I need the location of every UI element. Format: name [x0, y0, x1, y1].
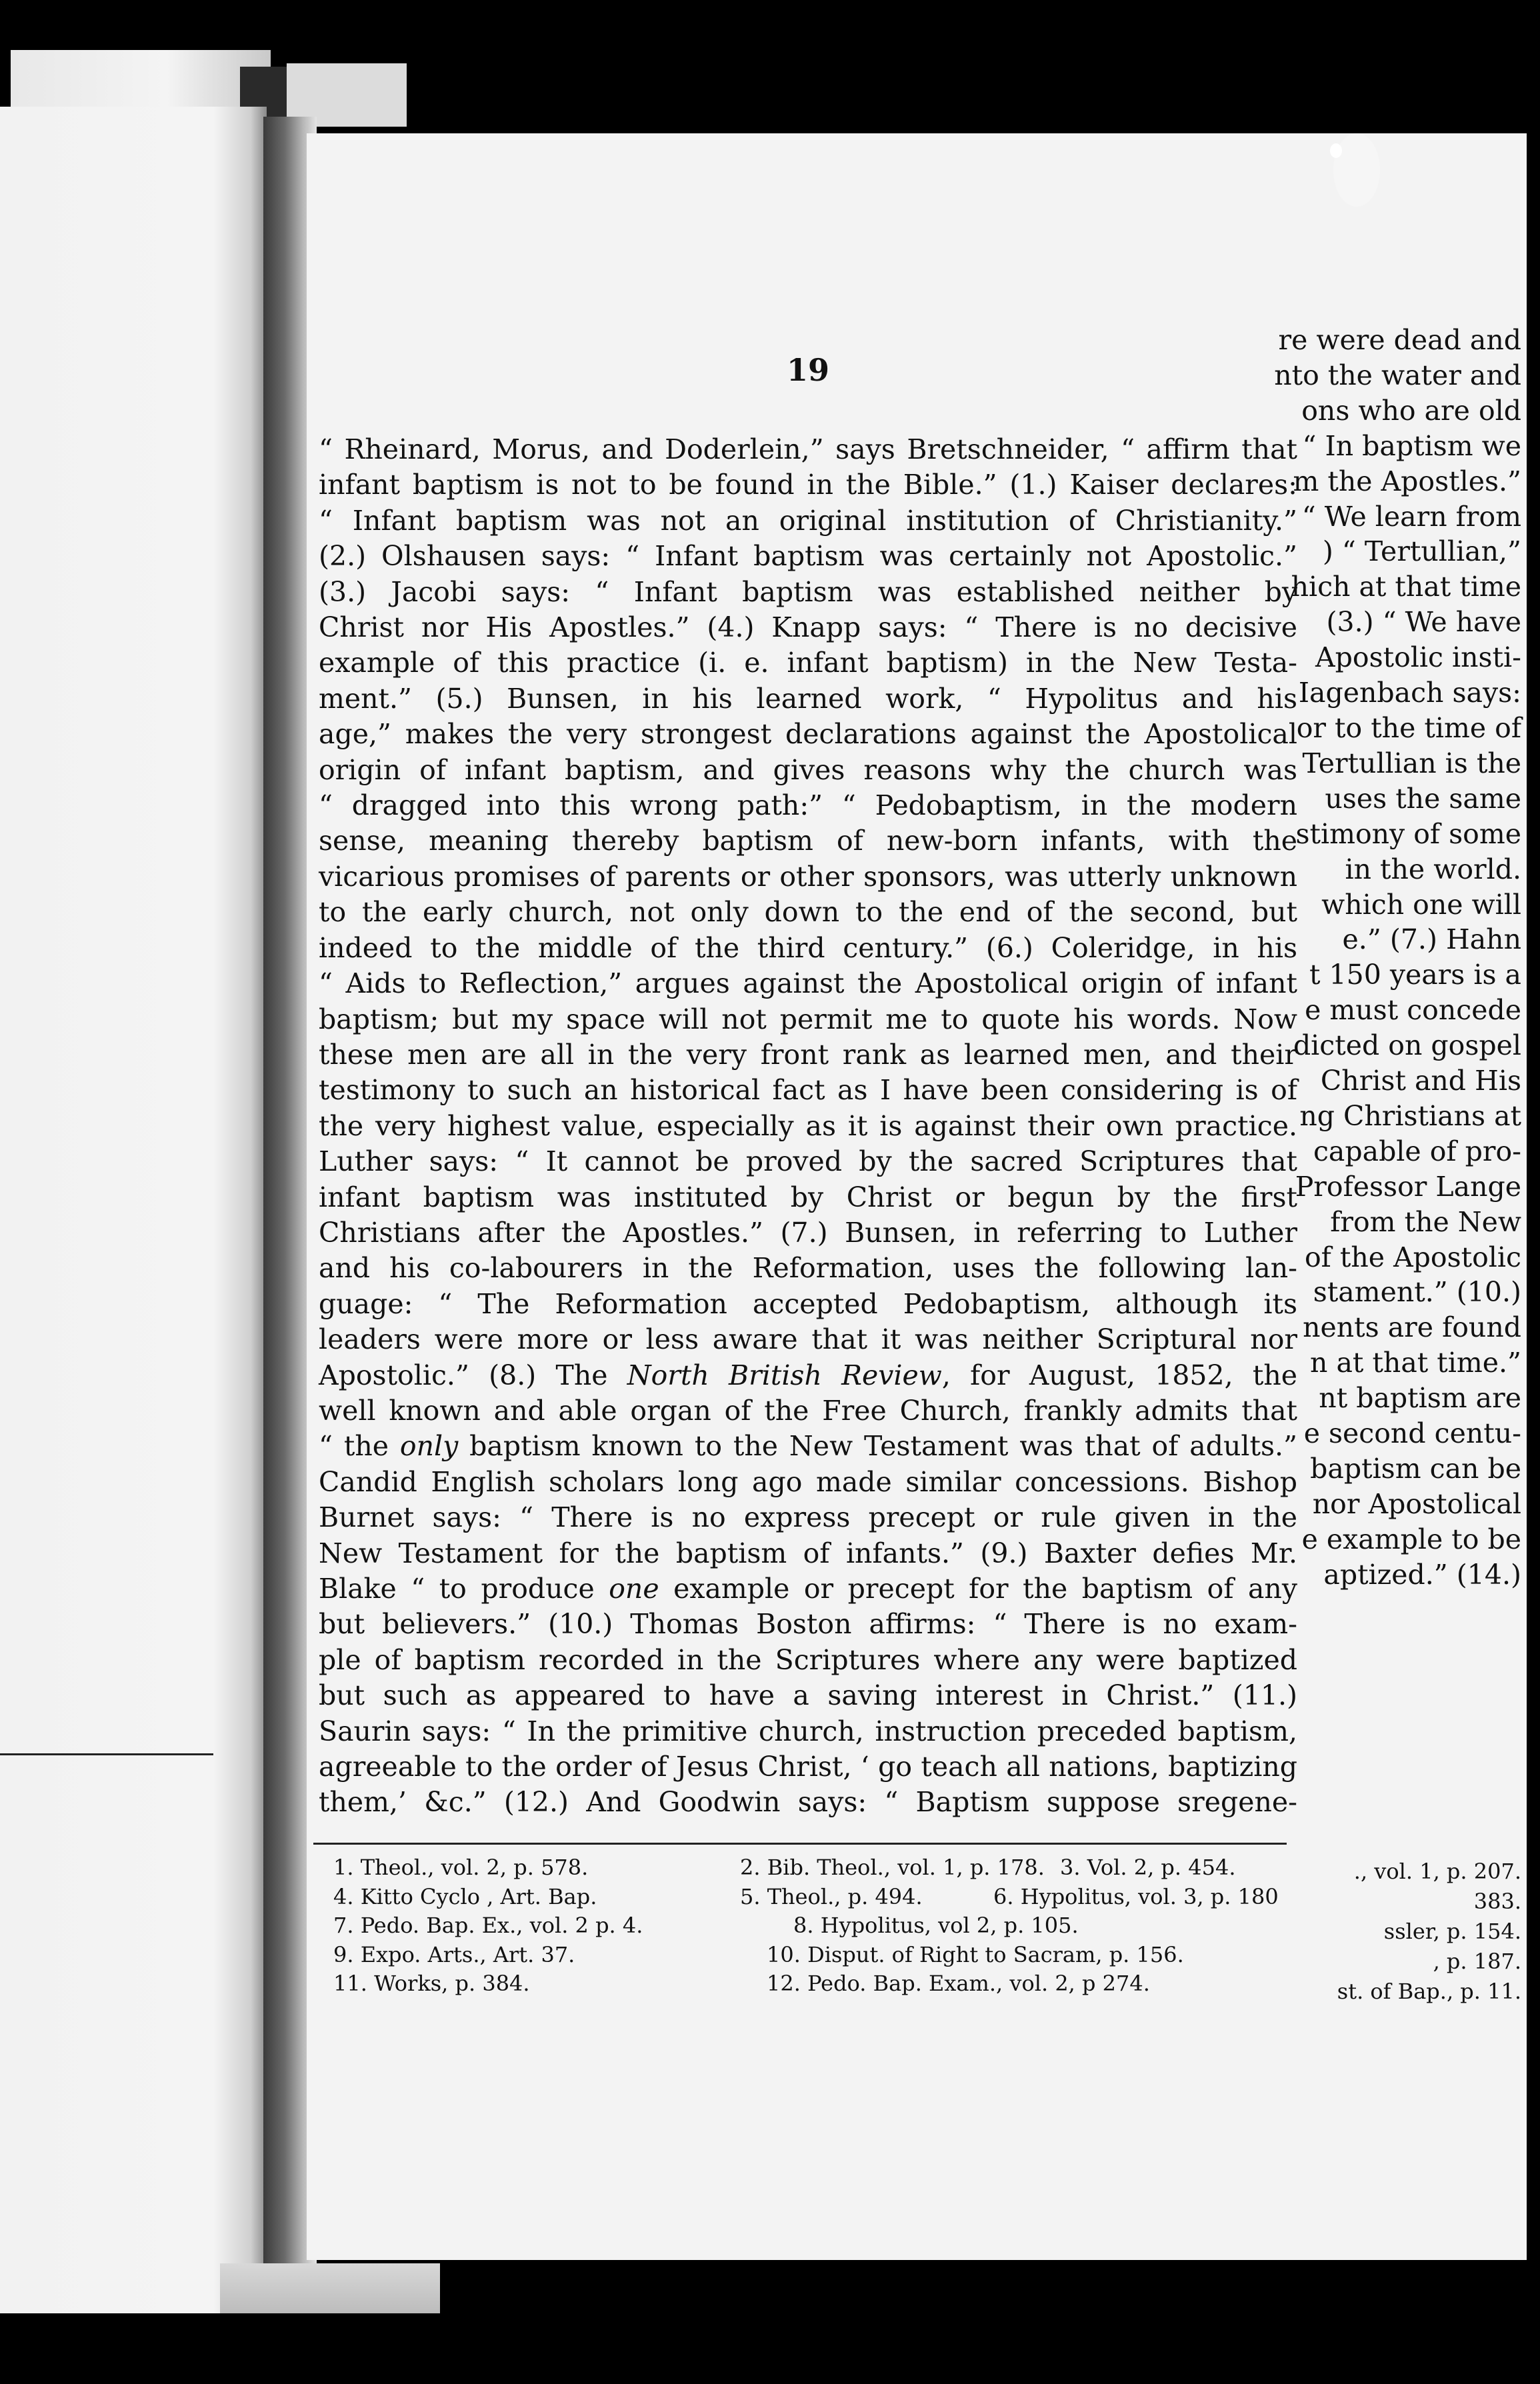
footnote: 12. Pedo. Bap. Exam., vol. 2, p 274. — [767, 1971, 1150, 1996]
body-line: guage: “ The Reformation accepted Pedobaptism, although its — [319, 1287, 1297, 1320]
footnote: 2. Bib. Theol., vol. 1, p. 178. — [740, 1855, 1045, 1880]
left-page-line: stament.” (10.) — [1313, 1276, 1521, 1309]
left-page-line: baptism can be — [1310, 1453, 1521, 1485]
body-line: the very highest value, especially as it is against their own practice. — [319, 1109, 1297, 1142]
left-page-line: Apostolic insti- — [1315, 641, 1521, 674]
left-page-line: “ We learn from — [1301, 500, 1521, 533]
footnote: 6. Hypolitus, vol. 3, p. 180 — [993, 1883, 1279, 1909]
footnote-row — [333, 1911, 1293, 1941]
body-line: Candid English scholars long ago made similar concessions. Bishop — [319, 1465, 1297, 1498]
body-line: Blake “ to produce one example or precept for the baptism of any — [319, 1573, 1297, 1605]
body-line: example of this practice (i. e. infant baptism) in the New Testa- — [319, 647, 1297, 679]
left-page-note: , p. 187. — [1433, 1949, 1521, 1974]
left-page-line: t 150 years is a — [1309, 959, 1521, 991]
left-page-line: aptized.” (14.) — [1323, 1558, 1521, 1591]
body-line: to the early church, not only down to the end of the second, but — [319, 896, 1297, 929]
body-line: agreeable to the order of Jesus Christ, ‘ go teach all nations, baptizing — [319, 1751, 1297, 1783]
left-page-line: “ In baptism we — [1302, 429, 1521, 462]
body-line: (3.) Jacobi says: “ Infant baptism was established neither by — [319, 575, 1297, 608]
footnote: 10. Disput. of Right to Sacram, p. 156. — [767, 1941, 1184, 1967]
body-line: (2.) Olshausen says: “ Infant baptism was certainly not Apostolic.” — [319, 540, 1297, 573]
scan-speck — [1330, 143, 1342, 158]
body-line: Luther says: “ It cannot be proved by the sacred Scriptures that — [319, 1145, 1297, 1178]
left-page-line: stimony of some — [1295, 817, 1521, 850]
body-line: but believers.” (10.) Thomas Boston affirms: “ There is no exam- — [319, 1608, 1297, 1641]
footnote: 9. Expo. Arts., Art. 37. — [333, 1941, 575, 1967]
body-line: Christ nor His Apostles.” (4.) Knapp says: “ There is no decisive — [319, 611, 1297, 644]
body-line: ment.” (5.) Bunsen, in his learned work, “ Hypolitus and his — [319, 682, 1297, 715]
body-line: infant baptism was instituted by Christ or begun by the first — [319, 1181, 1297, 1213]
body-line: age,” makes the very strongest declarations against the Apostolical — [319, 718, 1297, 751]
footnotes — [333, 1853, 1293, 1999]
body-line: “ Infant baptism was not an original institution of Christianity.” — [319, 504, 1297, 537]
left-page-line: Tertullian is the — [1302, 747, 1521, 779]
left-page-line: n at that time.” — [1310, 1347, 1521, 1379]
left-page-line: uses the same — [1325, 782, 1521, 815]
body-line: these men are all in the very front rank as learned men, and their — [319, 1038, 1297, 1071]
body-text — [319, 432, 1297, 1821]
left-page-line: ) “ Tertullian,” — [1322, 535, 1521, 568]
body-line: “ Rheinard, Morus, and Doderlein,” says Bretschneider, “ affirm that — [319, 433, 1297, 465]
body-line: New Testament for the baptism of infants.” (9.) Baxter defies Mr. — [319, 1537, 1297, 1569]
left-page-line: re were dead and — [1278, 324, 1521, 356]
left-page-line: nor Apostolical — [1312, 1487, 1521, 1520]
left-page-line: ng Christians at — [1299, 1099, 1521, 1132]
scan-speck — [1333, 133, 1380, 207]
body-line: origin of infant baptism, and gives reasons why the church was — [319, 753, 1297, 786]
left-page-line: of the Apostolic — [1305, 1241, 1521, 1273]
body-line: indeed to the middle of the third century.” (6.) Coleridge, in his — [319, 931, 1297, 964]
left-page-line: Professor Lange — [1295, 1170, 1521, 1203]
body-line: Christians after the Apostles.” (7.) Bunsen, in referring to Luther — [319, 1216, 1297, 1249]
body-line: well known and able organ of the Free Church, frankly admits that — [319, 1394, 1297, 1427]
left-page-line: (3.) “ We have — [1326, 606, 1521, 639]
body-line: but such as appeared to have a saving interest in Christ.” (11.) — [319, 1679, 1297, 1712]
footnote: 1. Theol., vol. 2, p. 578. — [333, 1855, 589, 1880]
body-line: Burnet says: “ There is no express precept or rule given in the — [319, 1501, 1297, 1534]
left-footnote-rule — [0, 1753, 213, 1755]
body-line: ple of baptism recorded in the Scriptures where any were baptized — [319, 1643, 1297, 1676]
footnote: 11. Works, p. 384. — [333, 1971, 530, 1996]
left-page-note: ., vol. 1, p. 207. — [1353, 1859, 1521, 1884]
left-page-line: Iagenbach says: — [1298, 677, 1521, 709]
footnote-rule — [313, 1843, 1287, 1845]
footnote: 7. Pedo. Bap. Ex., vol. 2 p. 4. — [333, 1913, 643, 1938]
footnote: 4. Kitto Cyclo , Art. Bap. — [333, 1883, 597, 1909]
body-line: and his co-labourers in the Reformation, uses the following lan- — [319, 1252, 1297, 1285]
left-page-line: nents are found — [1303, 1311, 1521, 1344]
footnote: 3. Vol. 2, p. 454. — [1060, 1855, 1236, 1880]
body-line: Apostolic.” (8.) The North British Review, for August, 1852, the — [319, 1359, 1298, 1391]
left-page-line: in the world. — [1345, 853, 1521, 885]
left-page-line: e.” (7.) Hahn — [1342, 923, 1521, 956]
body-line: infant baptism is not to be found in the Bible.” (1.) Kaiser declares: — [319, 469, 1297, 501]
left-page-note: ssler, p. 154. — [1383, 1919, 1521, 1944]
body-line: leaders were more or less aware that it was neither Scriptural nor — [319, 1323, 1297, 1356]
footnote: 5. Theol., p. 494. — [740, 1883, 923, 1909]
body-line: them,’ &c.” (12.) And Goodwin says: “ Baptism suppose sregene- — [319, 1786, 1297, 1819]
body-line: Saurin says: “ In the primitive church, instruction preceded baptism, — [319, 1715, 1297, 1747]
left-page-text — [1274, 323, 1521, 1593]
left-page-line: hich at that time — [1291, 571, 1521, 603]
body-line: sense, meaning thereby baptism of new-born infants, with the — [319, 825, 1297, 857]
left-page-line: capable of pro- — [1313, 1135, 1521, 1167]
left-page-line: e example to be — [1301, 1523, 1521, 1555]
left-page-line: from the New — [1330, 1205, 1521, 1238]
film-tab-bottom — [220, 2263, 440, 2313]
page-number: 19 — [786, 352, 829, 388]
footnote: 8. Hypolitus, vol 2, p. 105. — [793, 1913, 1079, 1938]
left-page-note: st. of Bap., p. 11. — [1337, 1979, 1521, 2004]
body-line: “ Aids to Reflection,” argues against the Apostolical origin of infant — [319, 967, 1297, 1000]
body-line: vicarious promises of parents or other sponsors, was utterly unknown — [319, 860, 1297, 893]
body-line: “ the only baptism known to the New Testament was that of adults.” — [319, 1430, 1297, 1463]
footnote-row — [333, 1941, 1293, 1970]
footnote-row — [333, 1853, 1293, 1883]
left-page-line: Christ and His — [1320, 1065, 1521, 1097]
left-page-note: 383. — [1473, 1889, 1521, 1914]
left-page-line: which one will — [1321, 888, 1521, 921]
left-page-line: e must concede — [1305, 994, 1521, 1027]
left-page-line: nt baptism are — [1319, 1382, 1521, 1415]
left-page-line: ons who are old — [1301, 394, 1521, 427]
footnote-row — [333, 1883, 1293, 1912]
body-line: testimony to such an historical fact as I have been considering is of — [319, 1074, 1297, 1107]
left-page-footnotes — [1337, 1857, 1521, 2007]
left-page-line: e second centu- — [1303, 1417, 1521, 1450]
left-page-line: nto the water and — [1274, 359, 1521, 391]
body-line: “ dragged into this wrong path:” “ Pedobaptism, in the modern — [319, 789, 1297, 822]
left-page-line: or to the time of — [1296, 711, 1521, 744]
footnote-row — [333, 1969, 1293, 1999]
left-page-line: dicted on gospel — [1293, 1029, 1521, 1062]
body-line: baptism; but my space will not permit me to quote his words. Now — [319, 1003, 1297, 1035]
left-page-line: m the Apostles.” — [1293, 465, 1521, 497]
left-page — [0, 107, 267, 2313]
